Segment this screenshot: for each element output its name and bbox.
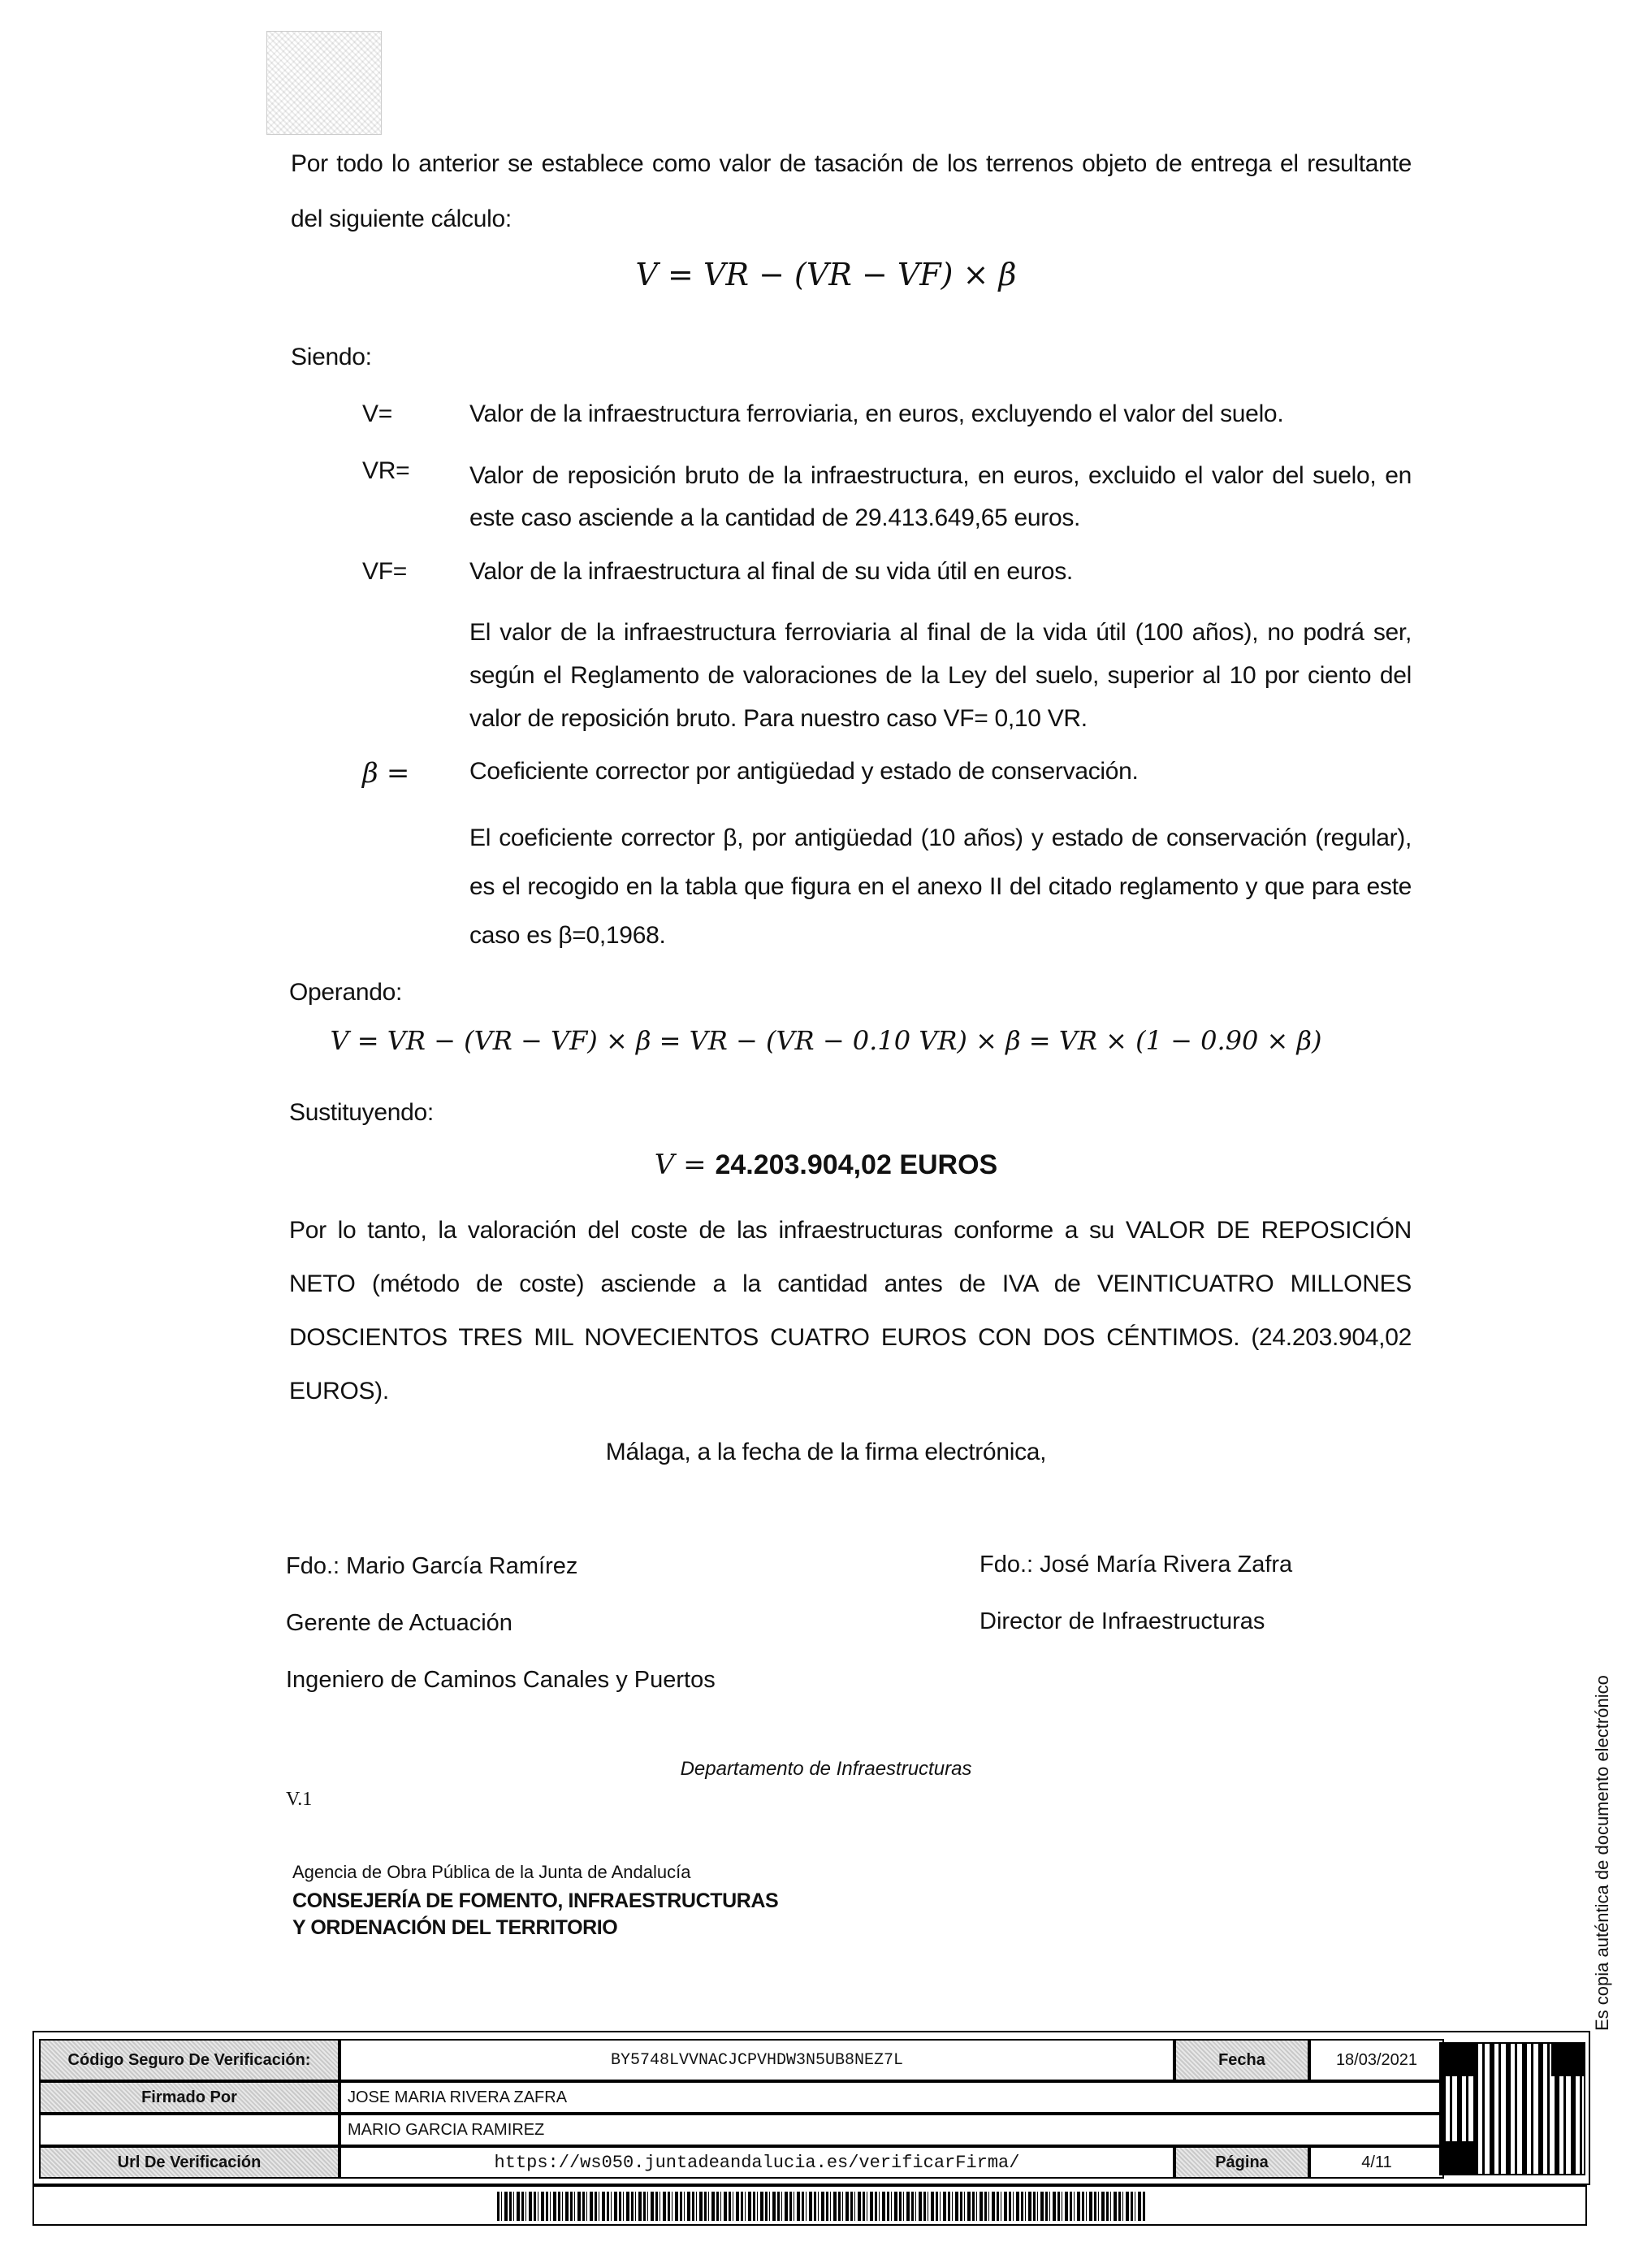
signer-2: MARIO GARCIA RAMIREZ <box>339 2114 1444 2146</box>
qr-code <box>1439 2042 1585 2175</box>
result-line <box>0 1149 1652 1181</box>
agency-name: Agencia de Obra Pública de la Junta de Andalucía <box>292 1862 691 1882</box>
verification-url[interactable]: https://ws050.juntadeandalucia.es/verificarFirma/ <box>339 2146 1174 2179</box>
department-footer: Departamento de Infraestructuras <box>680 1758 972 1780</box>
vf-explanation: El valor de la infraestructura ferroviaria al final de la vida útil (100 años), no podrá ser, según el Reglamento de valoraciones de la Ley del suelo, superior al 10 por ciento del valor de reposición bruto. Para nuestro caso VF= 0,10 VR. <box>469 619 1412 732</box>
page-label: Página <box>1174 2146 1309 2179</box>
date-value: 18/03/2021 <box>1309 2039 1444 2081</box>
date-label: Fecha <box>1174 2039 1309 2081</box>
verification-table <box>32 2031 1590 2185</box>
beta-explanation: El coeficiente corrector β, por antigüedad (10 años) y estado de conservación (regular), es el recogido en la tabla que figura en el anexo II del citado reglamento y que para este caso es β=0,1968. <box>469 825 1412 949</box>
operando-formula: V = VR − (VR − VF) × β = VR − (VR − 0.10 VR) × β = VR × (1 − 0.90 × β) <box>330 1025 1322 1056</box>
beta-definition: Coeficiente corrector por antigüedad y estado de conservación. <box>469 758 1139 785</box>
conclusion-paragraph: Por lo tanto, la valoración del coste de las infraestructuras conforme a su VALOR DE REPOSICIÓN NETO (método de coste) asciende a la cantidad antes de IVA de VEINTICUATRO MILLONES DOSCIENTOS TRES MIL NOVECIENTOS CUATRO EUROS CON DOS CÉNTIMOS. (24.203.904,02 EUROS). <box>289 1217 1412 1405</box>
authentic-copy-note: Es copia auténtica de documento electrónico <box>1592 1675 1612 2031</box>
v-definition: Valor de la infraestructura ferroviaria, en euros, excluyendo el valor del suelo. <box>469 400 1284 427</box>
main-formula: V = VR − (VR − VF) × β <box>635 257 1017 292</box>
agency-ministry-line1: CONSEJERÍA DE FOMENTO, INFRAESTRUCTURAS <box>292 1889 779 1912</box>
agency-ministry-line2: Y ORDENACIÓN DEL TERRITORIO <box>292 1916 618 1939</box>
v-label: V= <box>362 400 392 427</box>
siendo-label: Siendo: <box>291 344 372 370</box>
result-variable: V = <box>654 1149 716 1181</box>
barcode <box>497 2192 1147 2221</box>
right-signer-role: Director de Infraestructuras <box>980 1608 1265 1634</box>
vf-definition: Valor de la infraestructura al final de su vida útil en euros. <box>469 558 1073 585</box>
left-signer-role: Gerente de Actuación <box>286 1610 512 1636</box>
sustituyendo-label: Sustituyendo: <box>289 1099 434 1126</box>
result-value: 24.203.904,02 EUROS <box>715 1149 998 1180</box>
junta-logo <box>266 31 382 135</box>
signer-1: JOSE MARIA RIVERA ZAFRA <box>339 2081 1444 2114</box>
code-value: BY5748LVVNACJCPVHDW3N5UB8NEZ7L <box>339 2039 1174 2081</box>
vf-label: VF= <box>362 558 407 585</box>
left-signer-title: Ingeniero de Caminos Canales y Puertos <box>286 1667 716 1693</box>
operando-label: Operando: <box>289 979 403 1006</box>
url-label: Url De Verificación <box>39 2146 339 2179</box>
signed-by-label: Firmado Por <box>39 2081 339 2114</box>
beta-label: β = <box>362 757 410 790</box>
right-signer-name: Fdo.: José María Rivera Zafra <box>980 1552 1293 1578</box>
vr-label: VR= <box>362 457 410 484</box>
signed-by-spacer <box>39 2114 339 2146</box>
left-signer-name: Fdo.: Mario García Ramírez <box>286 1553 578 1579</box>
version-label: V.1 <box>286 1789 313 1810</box>
barcode-box <box>32 2185 1587 2226</box>
code-label: Código Seguro De Verificación: <box>39 2039 339 2081</box>
intro-paragraph: Por todo lo anterior se establece como valor de tasación de los terrenos objeto de entrega el resultante del siguiente cálculo: <box>291 150 1412 232</box>
agency-block <box>292 1862 778 1940</box>
place-date: Málaga, a la fecha de la firma electrónica, <box>605 1439 1047 1465</box>
page-value: 4/11 <box>1309 2146 1444 2179</box>
vr-definition: Valor de reposición bruto de la infraestructura, en euros, excluido el valor del suelo, en este caso asciende a la cantidad de 29.413.649,65 euros. <box>469 462 1412 531</box>
